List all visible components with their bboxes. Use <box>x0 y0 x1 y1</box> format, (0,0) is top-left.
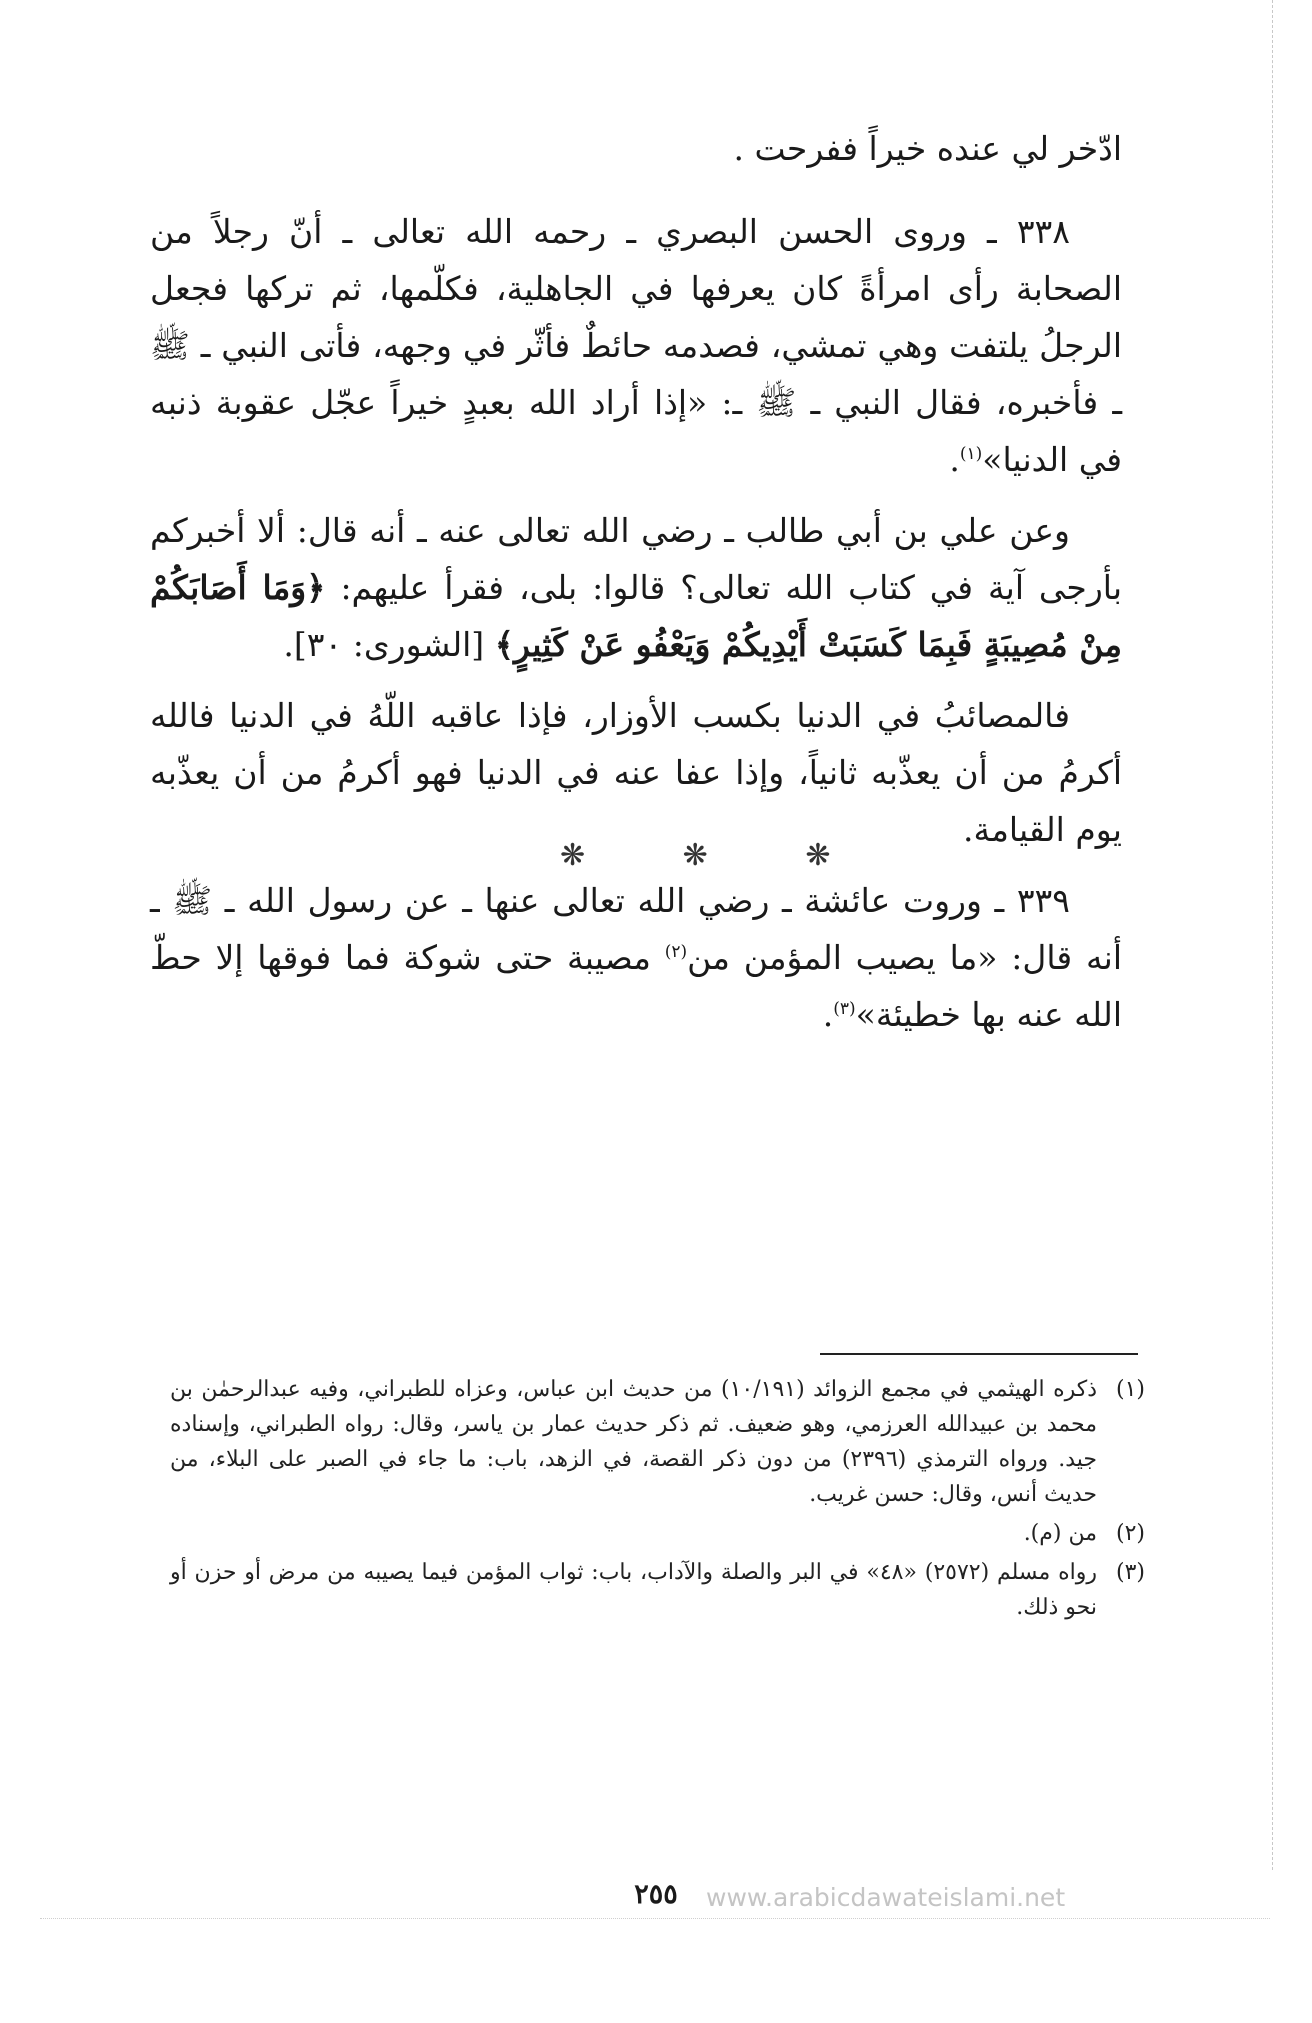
paragraph-ali <box>150 502 1122 673</box>
footnote-text: من (م). <box>1023 1521 1097 1546</box>
paragraph-hadith-339 <box>150 872 1122 1043</box>
section-separator: ❋ ❋ ❋ <box>560 838 875 873</box>
footnote-3 <box>170 1555 1145 1625</box>
footnote-number: (٢) <box>1115 1521 1145 1546</box>
scan-bottom-edge <box>40 1918 1270 1920</box>
quran-verse: ﴿وَمَا أَصَابَكُمْ مِنْ مُصِيبَةٍ فَبِمَا كَسَبَتْ أَيْدِيكُمْ وَيَعْفُو عَنْ كَثِيرٍ﴾ <box>150 568 1122 664</box>
scan-edge-line <box>1272 0 1275 1870</box>
footnote-number: (٣) <box>1115 1560 1145 1585</box>
paragraph-commentary <box>150 687 1122 858</box>
footnote-text: رواه مسلم (٢٥٧٢) «٤٨» في البر والصلة والآداب، باب: ثواب المؤمن فيما يصيبه من مرض أو حزن أو نحو ذلك. <box>170 1560 1098 1620</box>
footnote-ref-1[interactable]: (١) <box>959 444 983 464</box>
footnotes <box>170 1372 1145 1629</box>
main-text <box>150 120 1122 1057</box>
footnote-number: (١) <box>1115 1377 1145 1402</box>
paragraph-tail: . <box>949 440 960 479</box>
footnote-1 <box>170 1372 1145 1512</box>
paragraph-hadith-338 <box>150 203 1122 488</box>
footnote-divider <box>820 1353 1138 1355</box>
footnote-text: ذكره الهيثمي في مجمع الزوائد (١٠/١٩١) من حديث ابن عباس، وعزاه للطبراني، وفيه عبدالرحمٰن بن محمد بن عبيدالله العرزمي، وهو ضعيف. ثم ذكر حديث عمار بن ياسر، وقال: رواه الطبراني، وإسناده جيد. ورواه الترمذي (٢٣٩٦) من دون ذكر القصة، في الزهد، باب: ما جاء في الصبر على البلاء، من حديث أنس، وقال: حسن غريب. <box>170 1377 1097 1507</box>
paragraph-tail: . <box>822 995 834 1034</box>
verse-reference: [الشورى: ٣٠]. <box>283 625 485 664</box>
footnote-ref-2[interactable]: (٢) <box>664 942 688 962</box>
paragraph-text: ٣٣٩ ـ وروت عائشة ـ رضي الله تعالى عنها ـ عن رسول الله ـ ﷺ ـ أنه قال: «ما يصيب المؤمن من <box>150 881 1122 977</box>
paragraph-text: فالمصائبُ في الدنيا بكسب الأوزار، فإذا عاقبه اللّهُ في الدنيا فالله أكرمُ من أن يعذّبه ثانياً، وإذا عفا عنه في الدنيا فهو أكرمُ من أن يعذّبه يوم القيامة. <box>150 696 1122 849</box>
footnote-2 <box>170 1516 1145 1551</box>
paragraph-text: مصيبة حتى شوكة فما فوقها إلا حطّ الله عنه بها خطيئة» <box>150 938 1122 1034</box>
watermark-url: www.arabicdawateislami.net <box>706 1883 1066 1912</box>
paragraph-text: ٣٣٨ ـ وروى الحسن البصري ـ رحمه الله تعالى ـ أنّ رجلاً من الصحابة رأى امرأةً كان يعرفها في الجاهلية، فكلّمها، ثم تركها فجعل الرجلُ يلتفت وهي تمشي، فصدمه حائطٌ فأثّر في وجهه، فأتى النبي ـ ﷺ ـ فأخبره، فقال النبي ـ ﷺ ـ: «إذا أراد الله بعبدٍ خيراً عجّل عقوبة ذنبه في الدنيا» <box>150 212 1122 479</box>
paragraph-continuation <box>150 120 1122 177</box>
paragraph-text: ادّخر لي عنده خيراً ففرحت . <box>733 129 1122 168</box>
paragraph-text: وعن علي بن أبي طالب ـ رضي الله تعالى عنه ـ أنه قال: ألا أخبركم بأرجى آية في كتاب الله تعالى؟ قالوا: بلى، فقرأ عليهم: <box>150 511 1123 607</box>
page-number: ٢٥٥ <box>634 1879 678 1910</box>
footnote-ref-3[interactable]: (٣) <box>833 999 856 1019</box>
